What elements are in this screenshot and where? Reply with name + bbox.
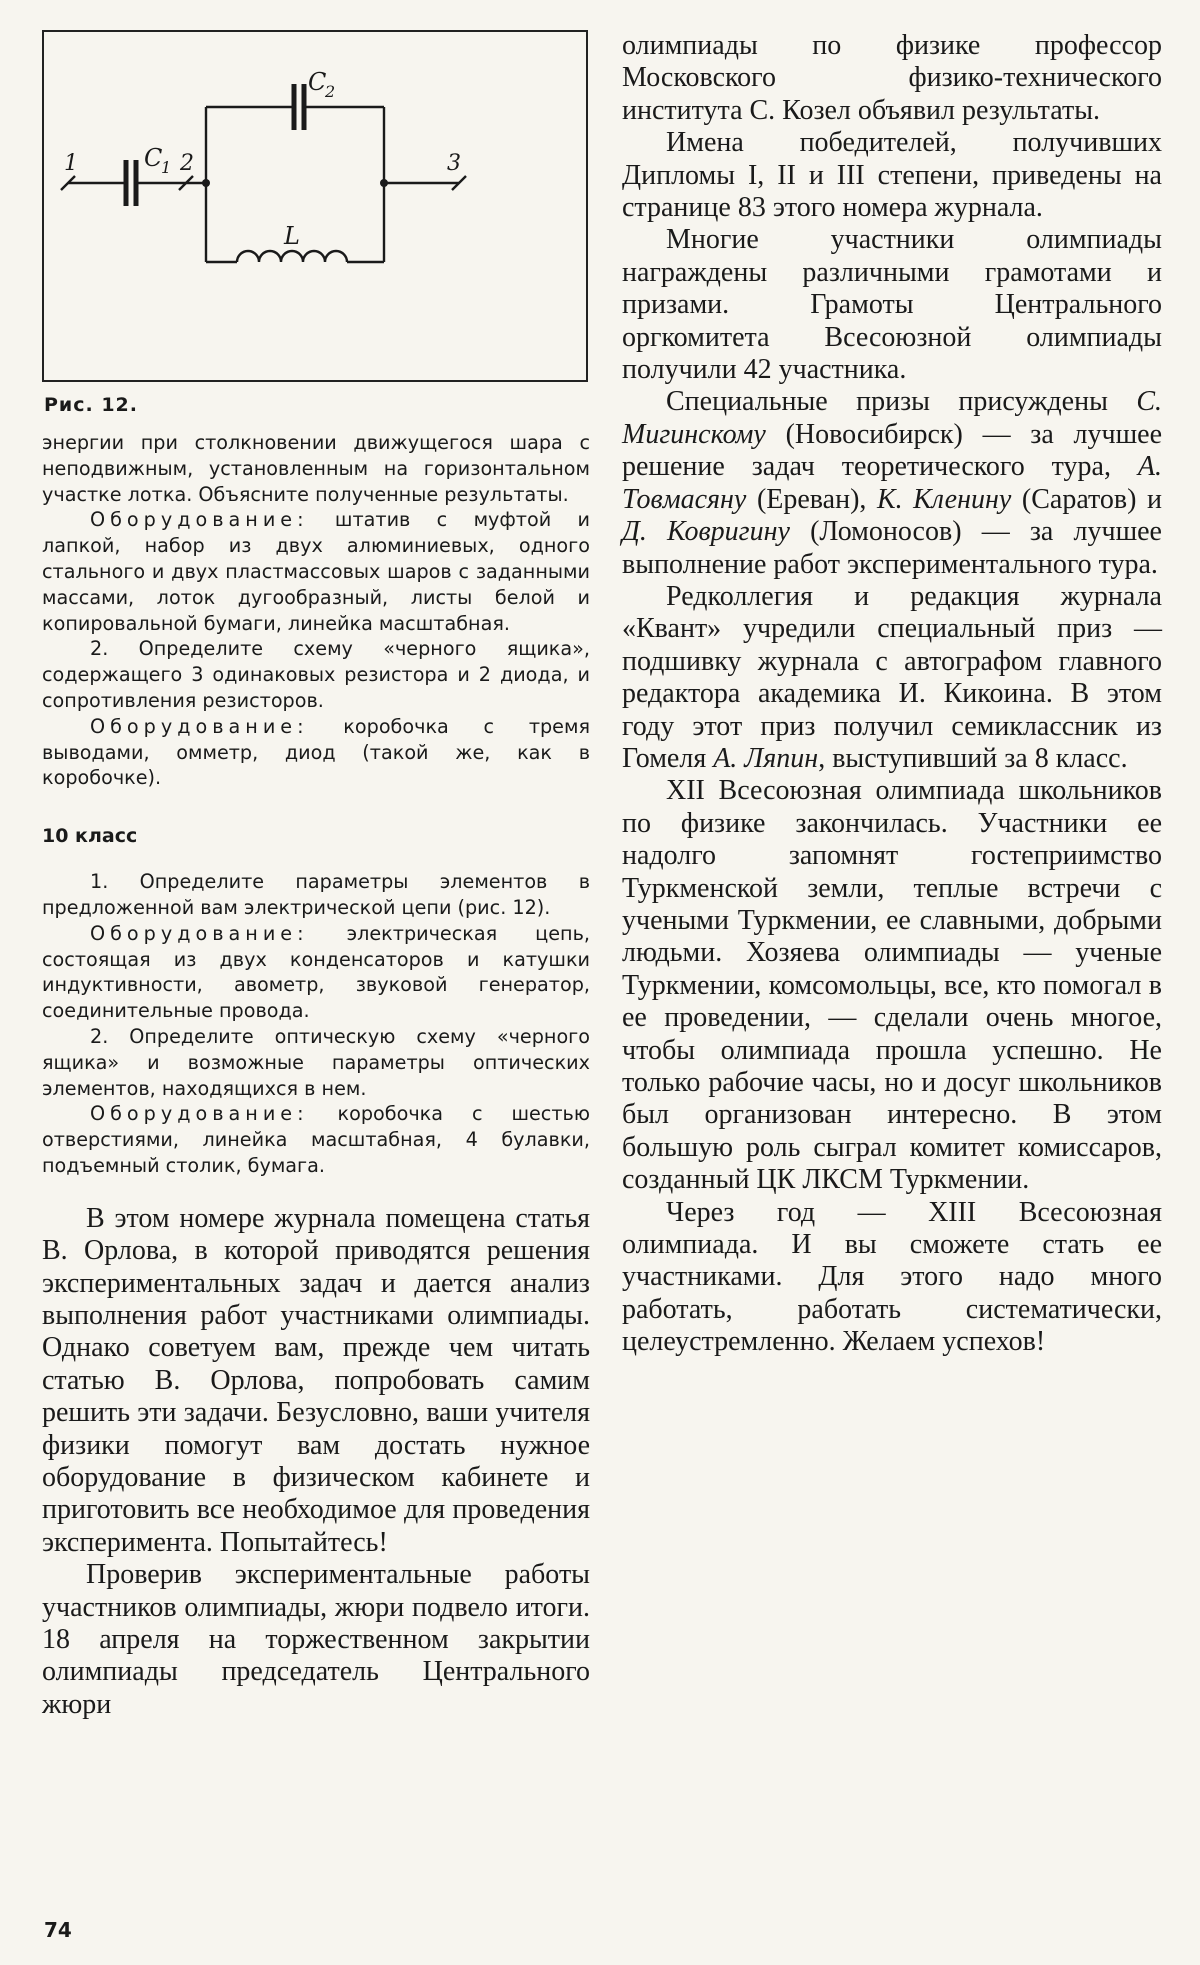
page-number: 74 — [44, 1918, 72, 1942]
equipment-label: Оборудование: — [90, 1102, 309, 1126]
paragraph — [42, 921, 590, 1024]
circuit-diagram — [44, 32, 586, 380]
paragraph — [42, 714, 590, 791]
paragraph: олимпиады по физике профессор Московского физико-технического института С. Козел объявил результаты. — [622, 30, 1162, 126]
equipment-label: Оборудование: — [90, 921, 309, 945]
paragraph: Имена победителей, получивших Дипломы I, II и III степени, приведены на странице 83 этого номера журнала. — [622, 127, 1162, 224]
node-3-label: 3 — [447, 151, 461, 176]
winner-name: С. Мигинскому — [622, 386, 1162, 450]
paragraph: Проверив экспериментальные работы участников олимпиады, жюри подвело итоги. 18 апреля на торжественном закрытии олимпиады председатель Центрального жюри — [42, 1559, 590, 1720]
c2-label: C — [308, 68, 327, 96]
circuit-figure — [42, 30, 588, 382]
section-heading: 10 класс — [42, 825, 138, 848]
equipment-label: Оборудование: — [90, 714, 309, 738]
equipment-text: электрическая цепь, состоящая из двух конденсаторов и катушки индуктивности, авометр, звуковой генератор, соединительные провода. — [42, 921, 590, 1023]
equipment-label: Оборудование: — [90, 508, 309, 532]
text-run: (Новосибирск) — за лучшее решение задач теоретического тура, — [622, 418, 1162, 483]
winner-name: А. Ляпин — [713, 742, 819, 774]
text-run: (Ереван), — [746, 483, 877, 515]
left-column — [42, 30, 590, 1721]
small-text-block — [42, 430, 590, 1179]
node-1-label: 1 — [64, 151, 78, 176]
paragraph: В этом номере журнала помещена статья В. Орлова, в которой приводятся решения экспериментальных задач и дается анализ выполнения работ участниками олимпиады. Однако советуем вам, прежде чем читать статью В. Орлова, попробовать самим решить эти задачи. Безусловно, ваши учителя физики помогут вам достать нужное оборудование в физическом кабинете и приготовить все необходимое для проведения эксперимента. Попытайтесь! — [42, 1202, 590, 1558]
text-run: (Ломоносов) — за лучшее выполнение работ экспериментального тура. — [622, 516, 1162, 580]
text-run: (Саратов) и — [1011, 483, 1163, 515]
equipment-text: штатив с муфтой и лапкой, набор из двух алюминиевых, одного стального и двух пластмассовых шаров с заданными массами, лоток дугообразный, листы белой и копировальной бумаги, линейка масштабная. — [42, 508, 590, 635]
text-run: Специальные призы присуждены — [666, 386, 1137, 418]
paragraph: 1. Определите параметры элементов в предложенной вам электрической цепи (рис. 12). — [42, 870, 590, 919]
paragraph — [42, 1101, 590, 1178]
paragraph — [622, 386, 1162, 580]
winner-name: К. Кленину — [876, 483, 1012, 515]
equipment-text: коробочка с тремя выводами, омметр, диод (такой же, как в коробочке). — [42, 714, 590, 790]
winner-name: А. Товмасяну — [622, 451, 1162, 515]
paragraph: Многие участники олимпиады награждены различными грамотами и призами. Грамоты Центрального оргкомитета Всесоюзной олимпиады получили 42 участника. — [622, 224, 1162, 386]
text-run: , выступивший за 8 класс. — [818, 742, 1128, 774]
node-2-label: 2 — [180, 151, 194, 176]
c1-label: C — [144, 144, 163, 172]
right-column — [622, 30, 1162, 1359]
winner-name: Д. Ковригину — [622, 516, 790, 548]
paragraph: XII Всесоюзная олимпиада школьников по физике закончилась. Участники ее надолго запомнят гостеприимство Туркменской земли, теплые встречи с учеными Туркмении, ее славными, добрыми людьми. Хозяева олимпиады — ученые Туркмении, комсомольцы, все, кто помогал в ее проведении, — сделали очень многое, чтобы олимпиада прошла успешно. Не только рабочие часы, но и досуг школьников был организован интересно. В этом большую роль сыграл комитет комиссаров, созданный ЦК ЛКСМ Туркмении. — [622, 775, 1162, 1196]
equipment-text: коробочка с шестью отверстиями, линейка масштабная, 4 булавки, подъемный столик, бумага. — [42, 1102, 590, 1177]
paragraph: Через год — XIII Всесоюзная олимпиада. И вы сможете стать ее участниками. Для этого надо много работать, работать систематически, целеустремленно. Желаем успехов! — [622, 1196, 1162, 1358]
paragraph — [42, 507, 590, 636]
large-text-block-left — [42, 1203, 590, 1722]
text-run: Редколлегия и редакция журнала «Квант» учредили специальный приз — подшивку журнала с автографом главного редактора академика И. Кикоина. В этом году этот приз получил семиклассник из Гомеля — [622, 580, 1162, 774]
paragraph: 2. Определите схему «черного ящика», содержащего 3 одинаковых резистора и 2 диода, и сопротивления резисторов. — [42, 637, 590, 712]
paragraph: энергии при столкновении движущегося шара с неподвижным, установленным на горизонтальном участке лотка. Объясните полученные результаты. — [42, 431, 590, 506]
c1-subscript: 1 — [161, 158, 172, 177]
inductor-label: L — [284, 222, 300, 250]
figure-caption: Рис. 12. — [44, 394, 138, 416]
paragraph — [622, 581, 1162, 775]
c2-subscript: 2 — [325, 82, 336, 101]
paragraph: 2. Определите оптическую схему «черного ящика» и возможные параметры оптических элементов, находящихся в нем. — [42, 1024, 590, 1100]
